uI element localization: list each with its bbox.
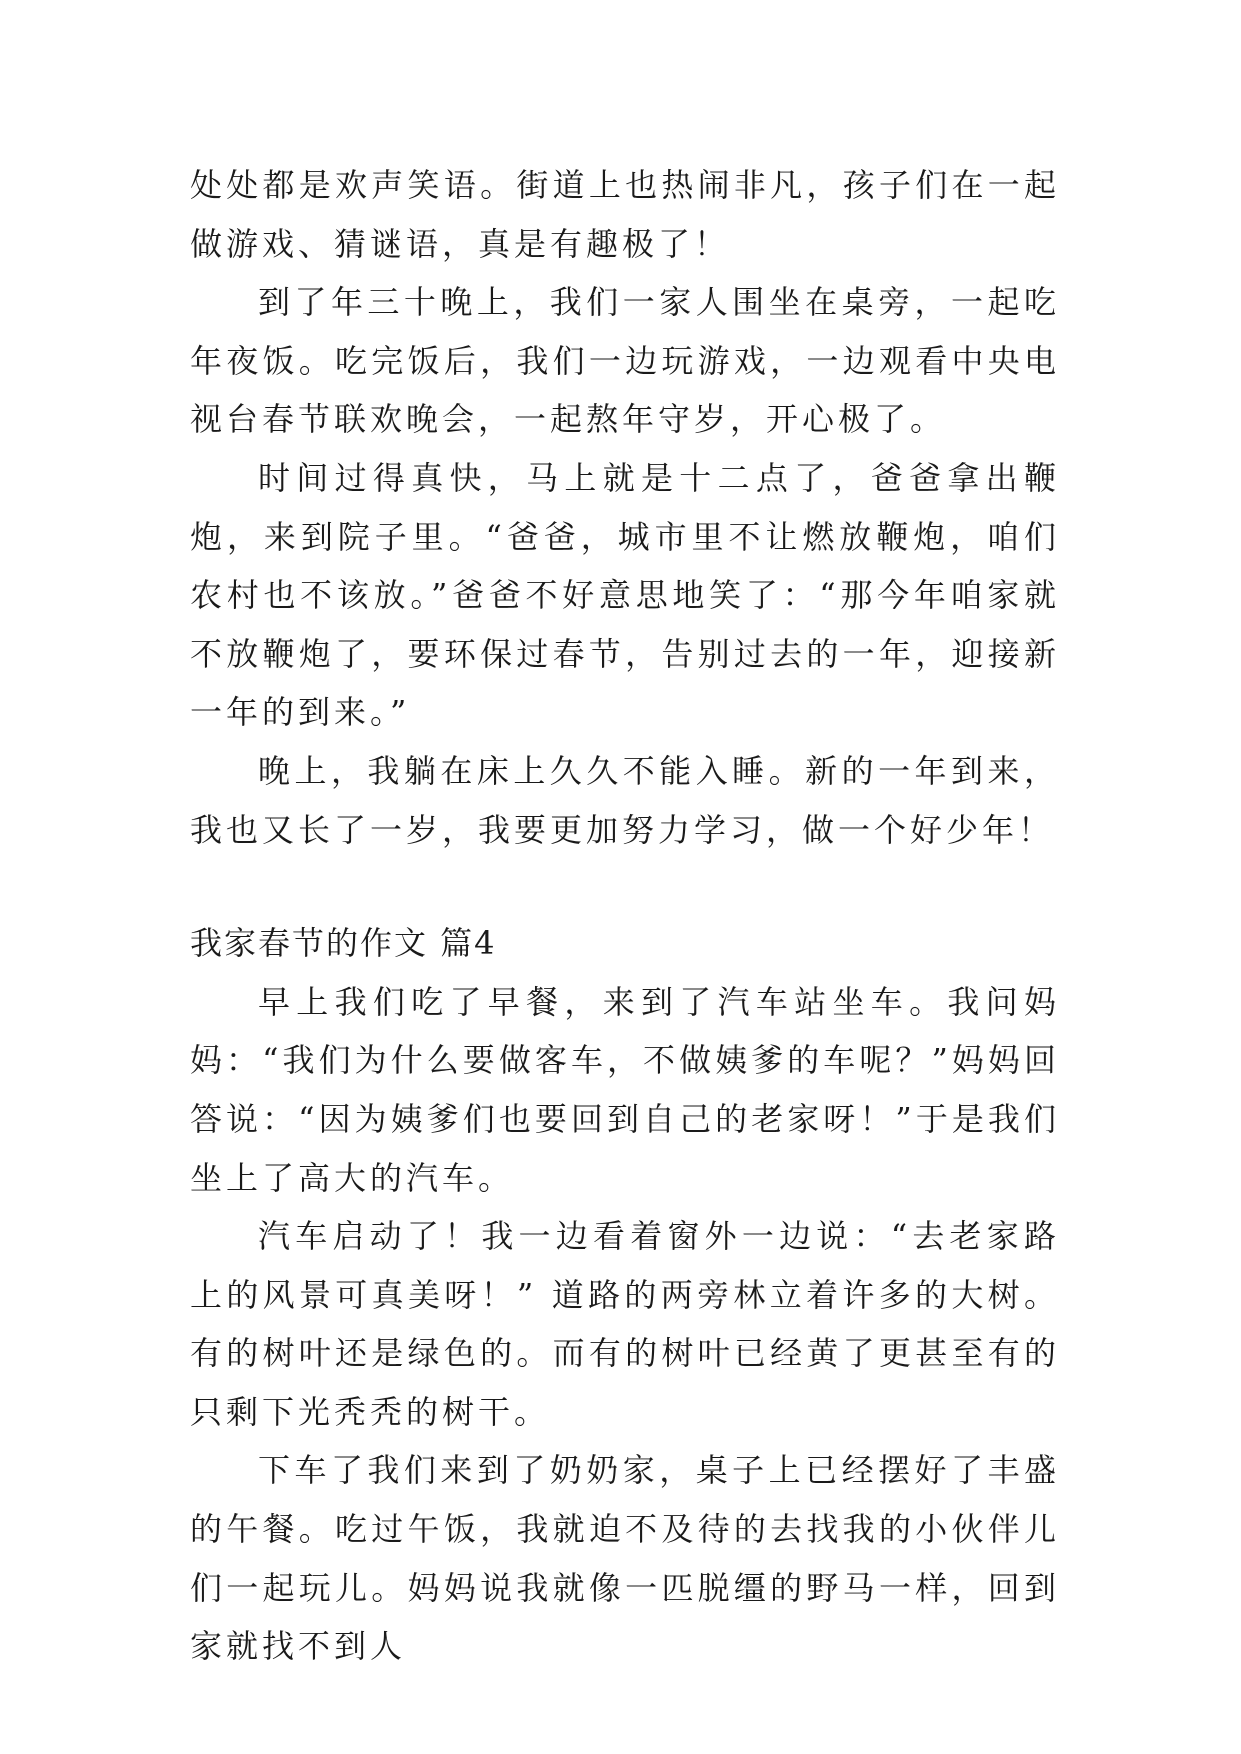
document-page xyxy=(190,156,1060,1676)
paragraph-bus-station: 早上我们吃了早餐，来到了汽车站坐车。我问妈妈：“我们为什么要做客车，不做姨爹的车呢？”妈妈回答说：“因为姨爹们也要回到自己的老家呀！”于是我们坐上了高大的汽车。 xyxy=(190,982,1060,1197)
section-title: 我家春节的作文 篇4 xyxy=(190,924,497,963)
paragraph-night: 晚上，我躺在床上久久不能入睡。新的一年到来，我也又长了一岁，我要更加努力学习，做一个好少年！ xyxy=(190,751,1060,849)
paragraph-scenery: 汽车启动了！我一边看着窗外一边说：“去老家路上的风景可真美呀！” 道路的两旁林立着许多的大树。有的树叶还是绿色的。而有的树叶已经黄了更甚至有的只剩下光秃秃的树干。 xyxy=(190,1217,1060,1431)
paragraph-continued: 处处都是欢声笑语。街道上也热闹非凡，孩子们在一起做游戏、猜谜语，真是有趣极了！ xyxy=(190,166,1060,263)
paragraph-new-year-eve: 到了年三十晚上，我们一家人围坐在桌旁，一起吃年夜饭。吃完饭后，我们一边玩游戏，一边观看中央电视台春节联欢晚会，一起熬年守岁，开心极了。 xyxy=(190,283,1060,439)
paragraph-firecrackers: 时间过得真快，马上就是十二点了，爸爸拿出鞭炮，来到院子里。“爸爸，城市里不让燃放鞭炮，咱们农村也不该放。”爸爸不好意思地笑了：“那今年咱家就不放鞭炮了，要环保过春节，告别过去的一年，迎接新一年的到来。” xyxy=(190,458,1060,732)
paragraph-grandma-house: 下车了我们来到了奶奶家，桌子上已经摆好了丰盛的午餐。吃过午饭，我就迫不及待的去找我的小伙伴儿们一起玩儿。妈妈说我就像一匹脱缰的野马一样，回到家就找不到人 xyxy=(190,1451,1060,1666)
